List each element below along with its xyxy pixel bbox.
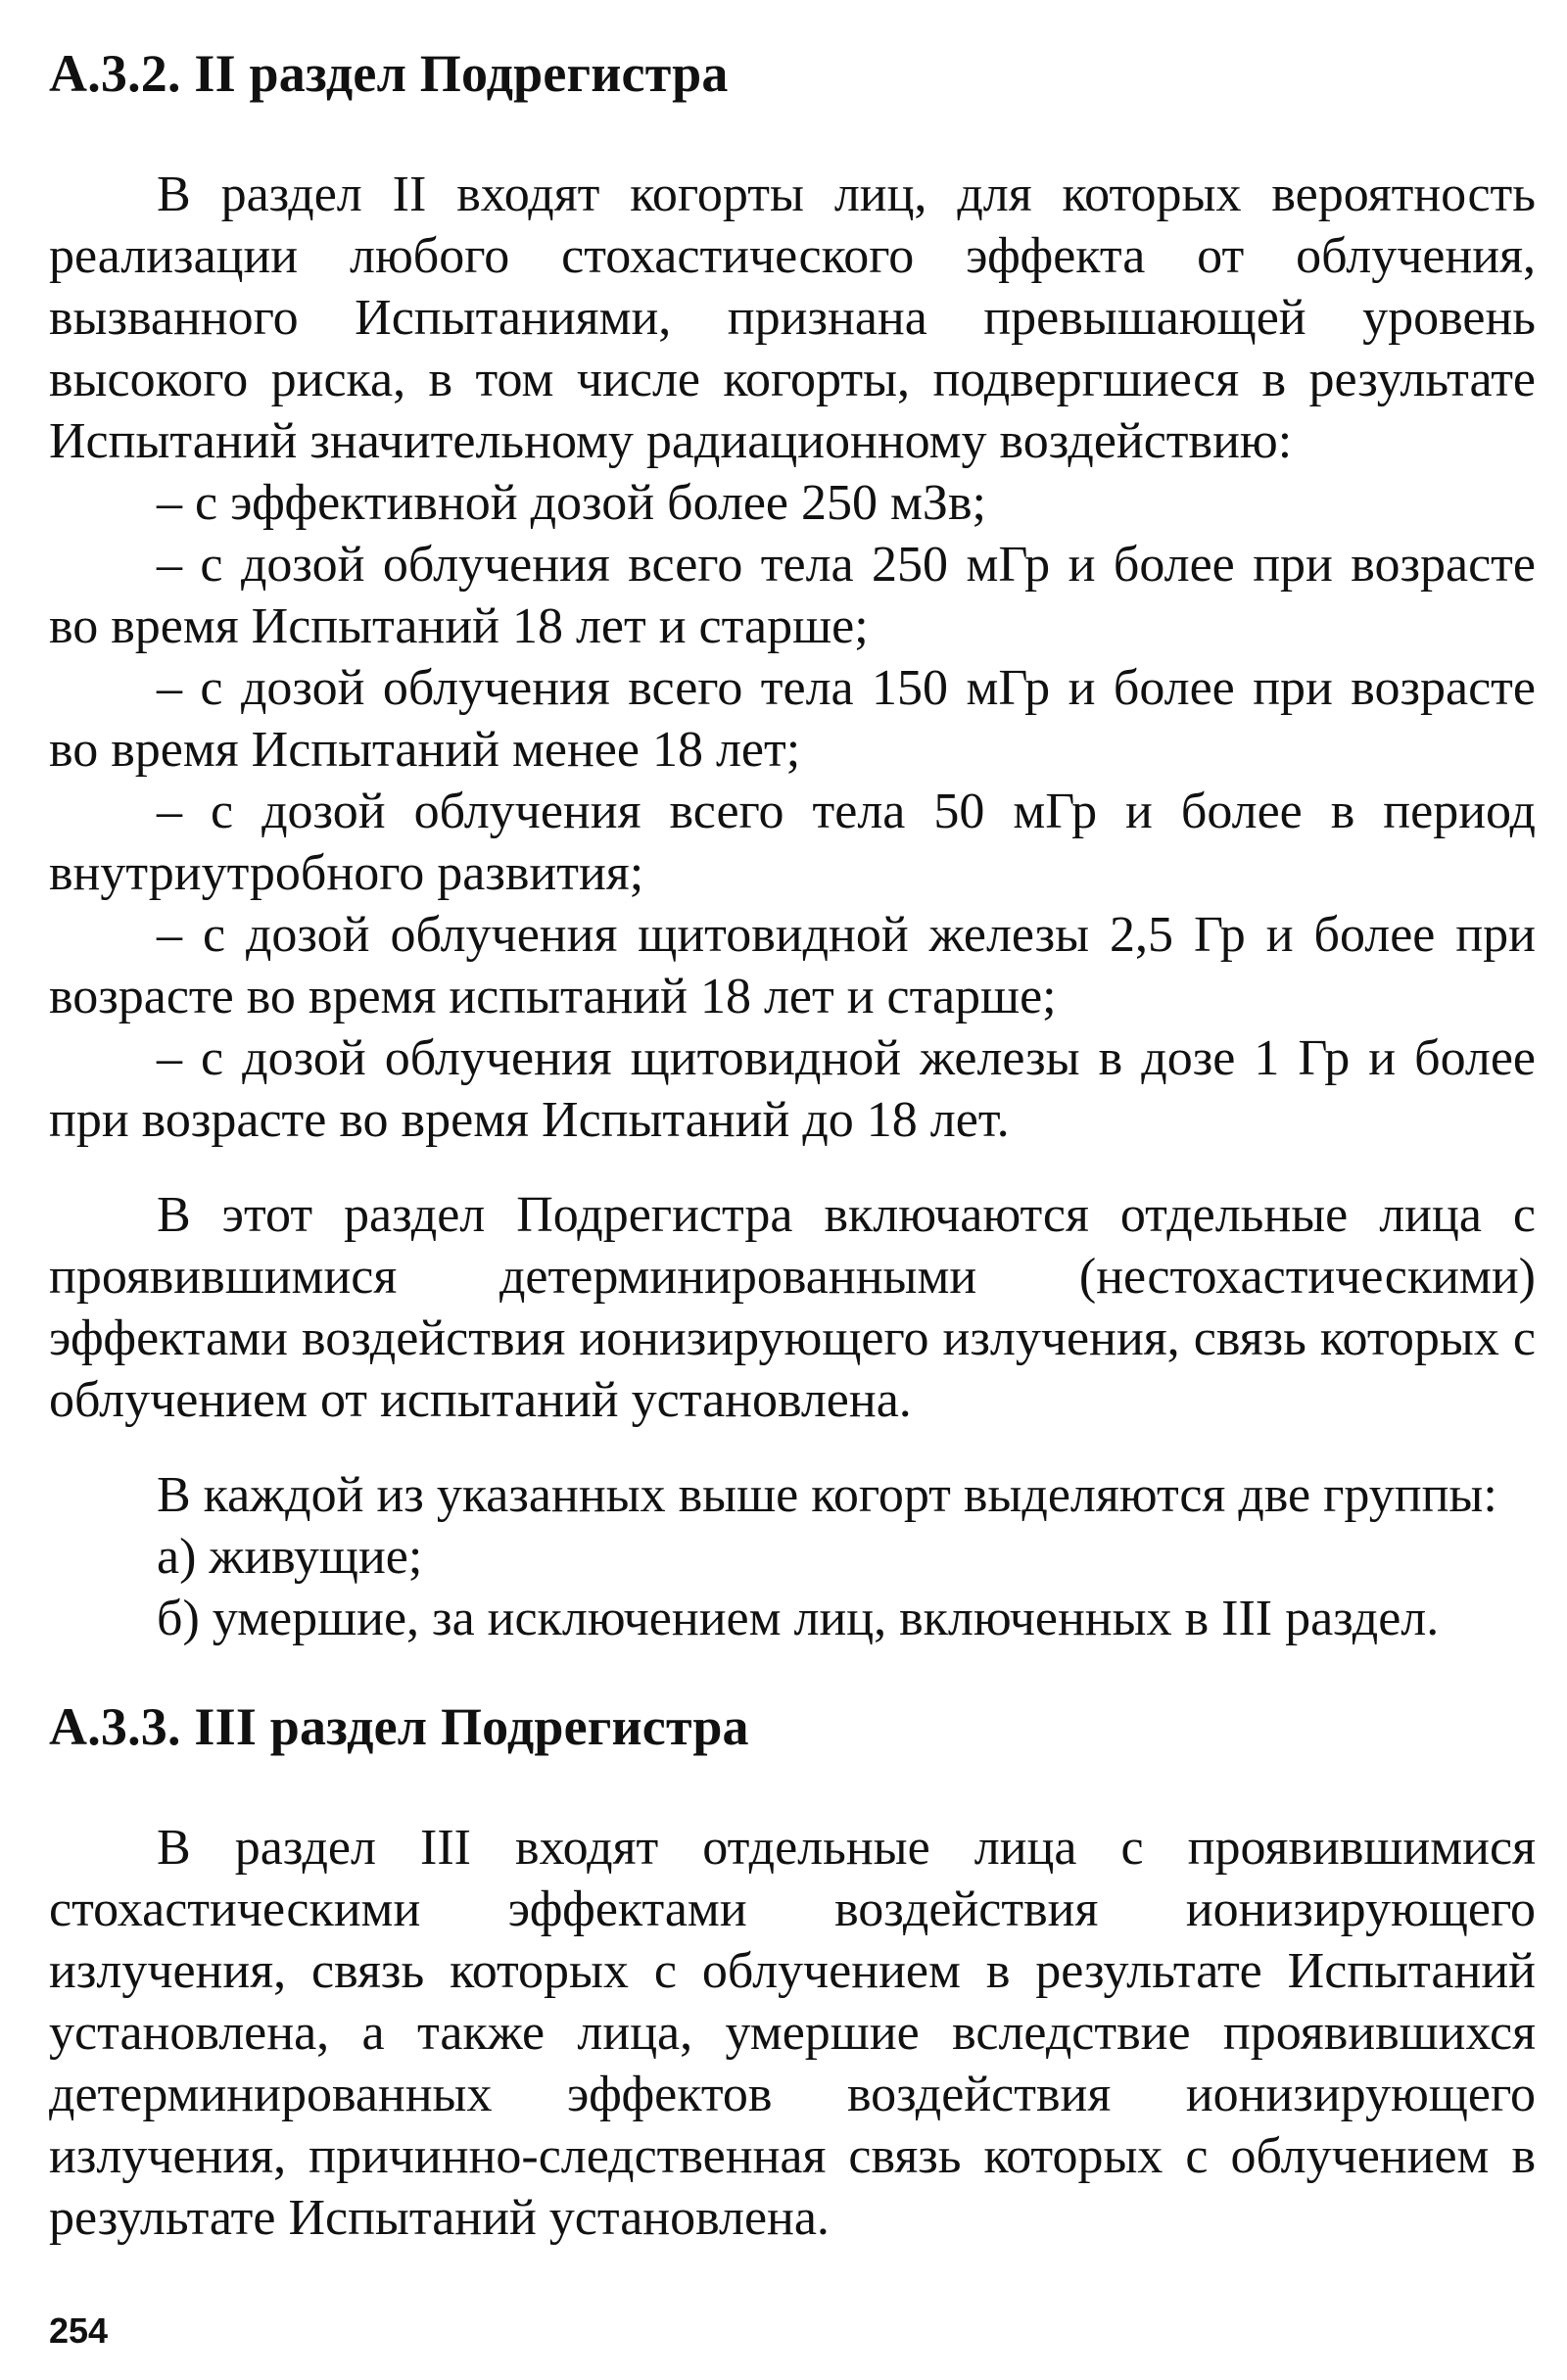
criteria-item: – с дозой облучения всего тела 50 мГр и более в период внутриутробного развития;	[49, 784, 1536, 901]
section-2-heading: А.3.2. II раздел Подрегистра	[49, 44, 729, 103]
section-2-paragraph-deterministic: В этот раздел Подрегистра включаются отдельные лица с проявившимися детерминированными (нестохастическими) эффектами воздействия ионизирующего излучения, связь которых с облучением от испытаний установлена.	[49, 1187, 1536, 1428]
section-2-intro-paragraph: В раздел II входят когорты лиц, для которых вероятность реализации любого стохастического эффекта от облучения, вызванного Испытаниями, признана превышающей уровень высокого риска, в том числе когорты, подвергшиеся в результате Испытаний значительному радиационному воздействию:	[49, 167, 1536, 469]
criteria-list	[49, 472, 1536, 1151]
criteria-item: – с дозой облучения всего тела 150 мГр и более при возрасте во время Испытаний менее 18 лет;	[49, 660, 1536, 778]
page-number: 254	[49, 2310, 109, 2351]
section-3-paragraph: В раздел III входят отдельные лица с проявившимися стохастическими эффектами воздействия ионизирующего излучения, связь которых с облучением в результате Испытаний установлена, а также лица, умершие вследствие проявившихся детерминированных эффектов воздействия ионизирующего излучения, причинно-следственная связь которых с облучением в результате Испытаний установлена.	[49, 1820, 1536, 2246]
criteria-item: – с дозой облучения всего тела 250 мГр и более при возрасте во время Испытаний 18 лет и старше;	[49, 537, 1536, 654]
criteria-item: – с дозой облучения щитовидной железы в дозе 1 Гр и более при возрасте во время Испытаний до 18 лет.	[49, 1030, 1536, 1148]
section-3-heading: А.3.3. III раздел Подрегистра	[49, 1697, 749, 1756]
criteria-item: – с дозой облучения щитовидной железы 2,5 Гр и более при возрасте во время испытаний 18 лет и старше;	[49, 907, 1536, 1024]
section-2-paragraph-groups: В каждой из указанных выше когорт выделяются две группы:	[157, 1467, 1497, 1523]
group-item: б) умершие, за исключением лиц, включенных в III раздел.	[157, 1591, 1440, 1646]
document-page	[49, 29, 1536, 2351]
groups-list	[49, 1526, 1536, 1649]
group-item: а) живущие;	[157, 1529, 423, 1585]
criteria-item: – с эффективной дозой более 250 мЗв;	[157, 475, 986, 531]
